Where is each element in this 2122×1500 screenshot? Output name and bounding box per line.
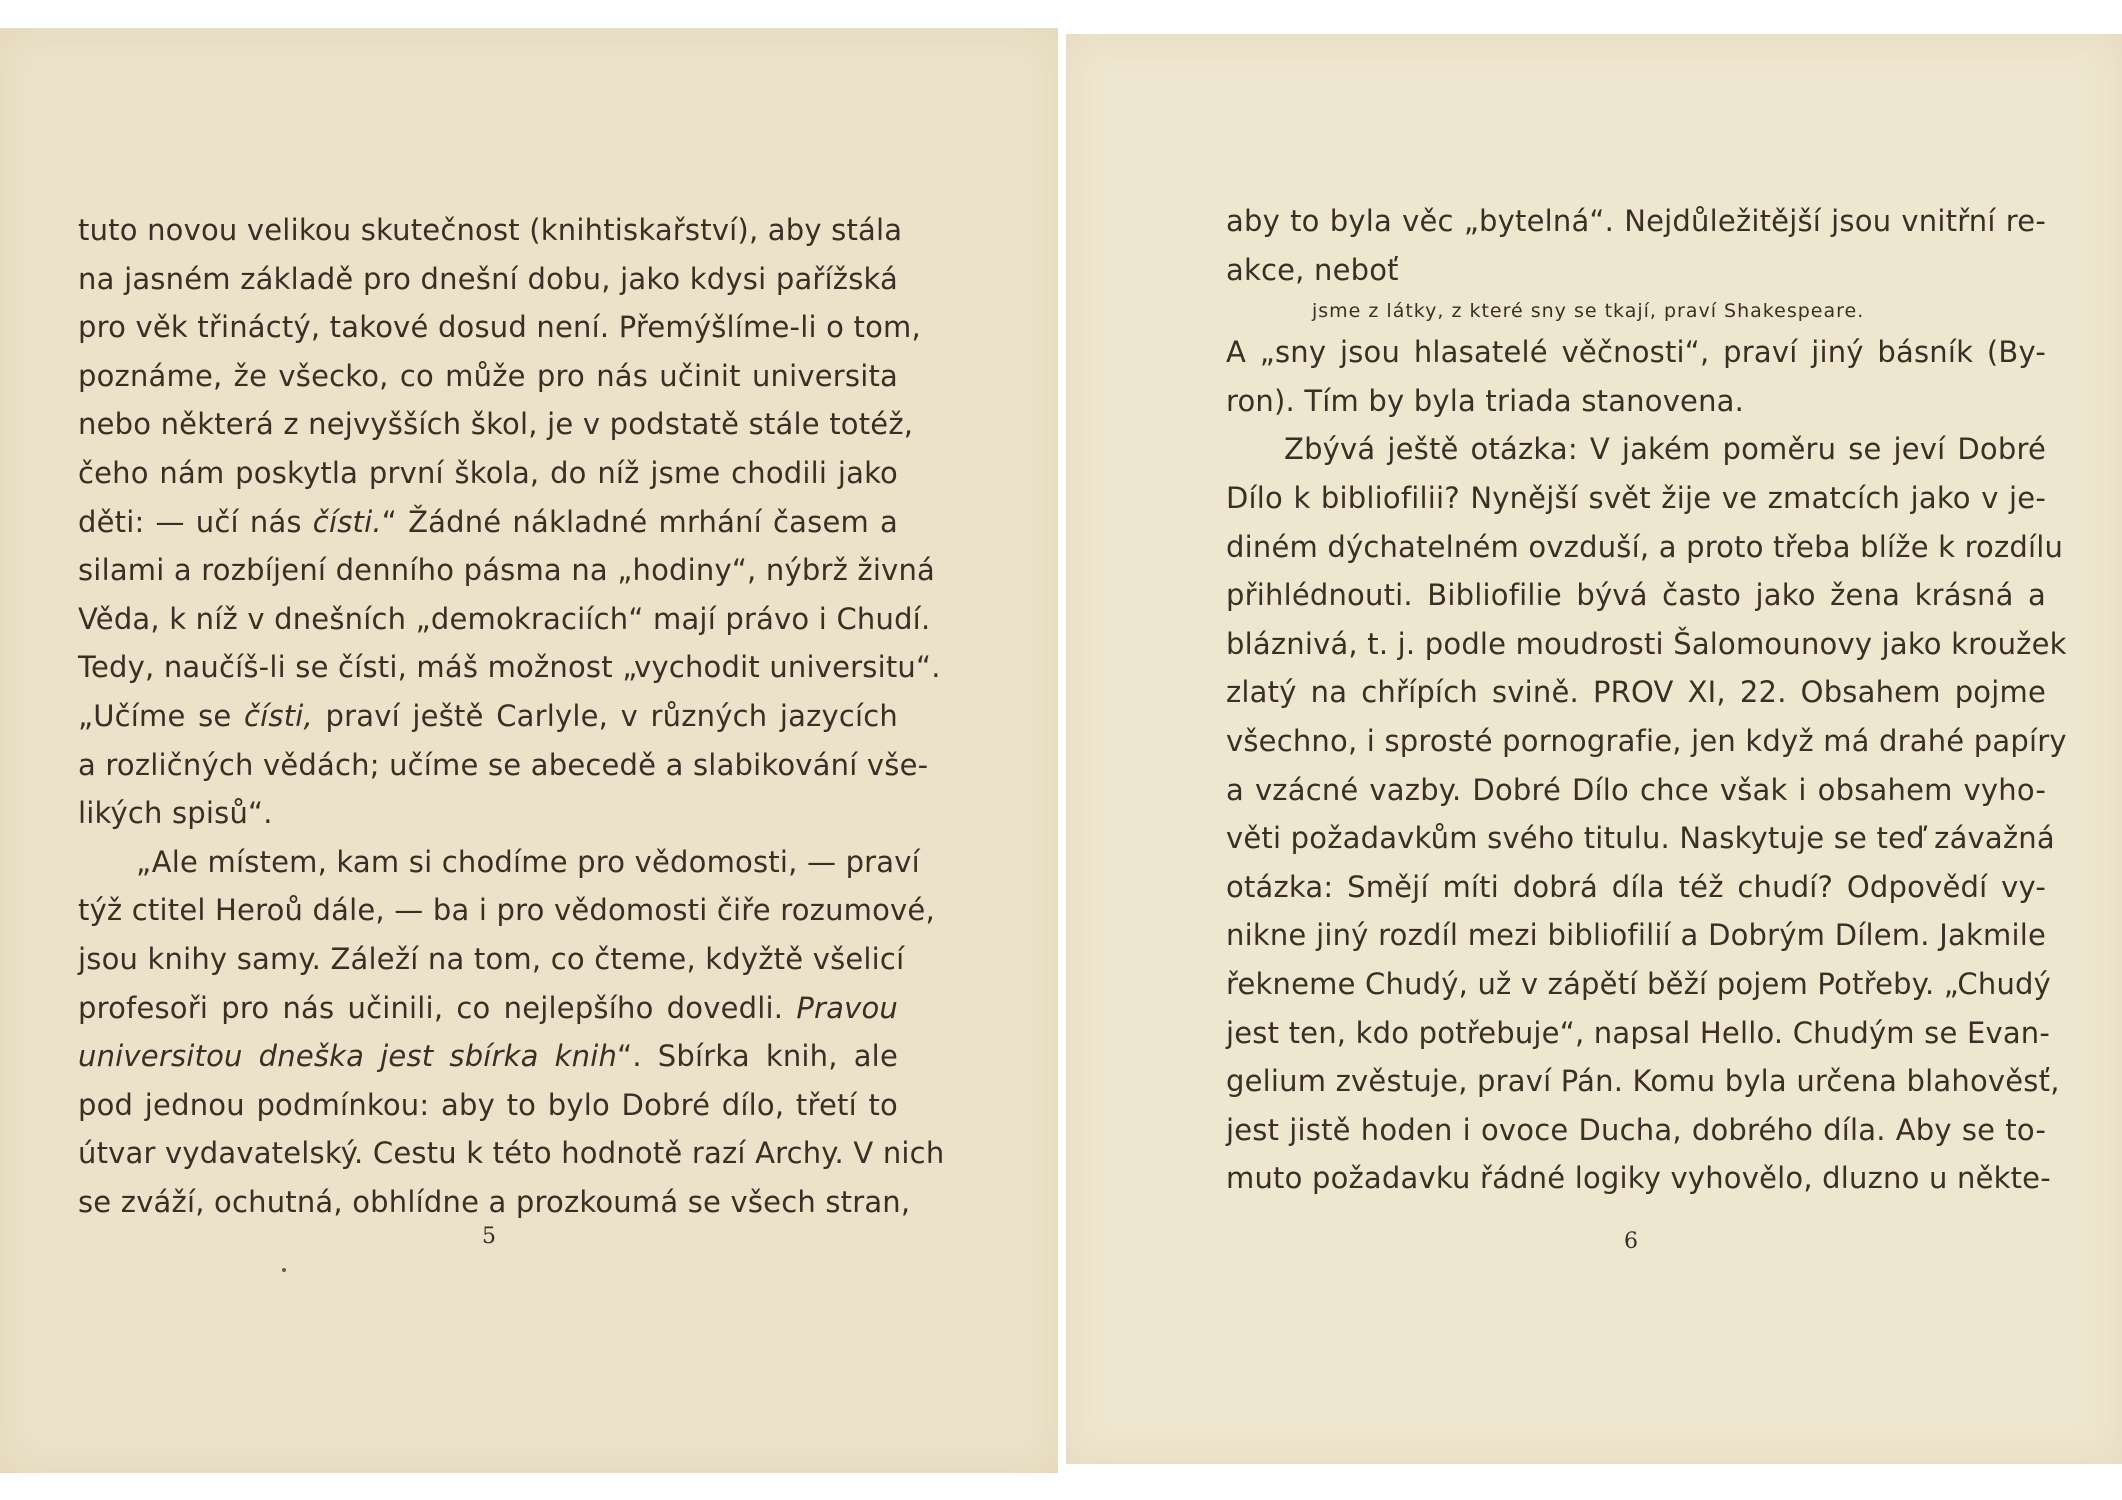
paper-speck [282,1268,286,1272]
left-page-text [78,206,945,1226]
text-line: a vzácné vazby. Dobré Dílo chce však i obsahem vyho- [1226,772,2046,807]
text-line: Zbývá ještě otázka: V jakém poměru se jeví Dobré [1284,432,2046,467]
text-line: a rozličných vědách; učíme se abecedě a slabikování vše- [78,747,929,782]
italic-text: čísti, [244,698,313,733]
text-line: silami a rozbíjení denního pásma na „hodiny“, nýbrž živná [78,553,936,588]
text-line: Věda, k níž v dnešních „demokraciích“ mají právo i Chudí. [78,601,931,636]
italic-text: Pravou [796,990,899,1025]
text-line: jsou knihy samy. Záleží na tom, co čteme, kdyžtě všelicí [78,941,905,976]
text-segment: profesoři pro nás učinili, co nejlepšího dovedli. [78,990,784,1025]
text-line: týž ctitel Heroů dále, — ba i pro vědomosti čiře rozumové, [78,893,935,928]
text-line: zlatý na chřípích svině. PROV XI, 22. Obsahem pojme [1226,675,2046,710]
text-line: na jasném základě pro dnešní dobu, jako kdysi pařížská [78,261,898,296]
text-line: útvar vydavatelský. Cestu k této hodnotě razí Archy. V nich [78,1136,945,1171]
text-line: všechno, i sprosté pornografie, jen když má drahé papíry [1226,723,2067,758]
italic-text: čísti. [312,504,382,539]
text-segment: děti: — učí nás [78,504,302,539]
text-line: diném dýchatelném ovzduší, a proto třeba blíže k rozdílu [1226,529,2064,564]
quote-line: jsme z látky, z které sny se tkají, praví Shakespeare. [1312,300,1865,323]
text-line: akce, neboť [1226,252,1399,287]
text-line: nikne jiný rozdíl mezi bibliofilií a Dobrým Dílem. Jakmile [1226,918,2046,953]
text-line: likých spisů“. [78,796,273,831]
text-line: přihlédnouti. Bibliofilie bývá často jako žena krásná a [1226,578,2046,613]
text-line: se zváží, ochutná, obhlídne a prozkoumá se všech stran, [78,1184,911,1219]
text-line: bláznivá, t. j. podle moudrosti Šalomounovy jako kroužek [1226,626,2067,661]
text-line: poznáme, že všecko, co může pro nás učinit universita [78,358,898,393]
text-line: A „sny jsou hlasatelé věčnosti“, praví jiný básník (By- [1226,335,2046,370]
text-line: gelium zvěstuje, praví Pán. Komu byla určena blahověsť, [1226,1064,2060,1099]
text-line: čeho nám poskytla první škola, do níž jsme chodili jako [78,455,898,490]
text-line: tuto novou velikou skutečnost (knihtiskařství), aby stála [78,213,903,247]
text-line: věti požadavkům svého titulu. Naskytuje se teď závažná [1226,821,2055,856]
right-page-text [1226,197,2067,1203]
right-page [1066,34,2122,1464]
page-number: 6 [1624,1229,1638,1254]
left-page [0,28,1058,1473]
text-line: aby to byla věc „bytelná“. Nejdůležitější jsou vnitřní re- [1226,204,2046,238]
text-line: Dílo k bibliofilii? Nynější svět žije ve zmatcích jako v je- [1226,480,2046,515]
text-line [78,984,898,1033]
text-line: pro věk třináctý, takové dosud není. Přemýšlíme-li o tom, [78,310,921,345]
text-line: ron). Tím by byla triada stanovena. [1226,383,1745,418]
text-line [78,1032,898,1081]
text-line: „Ale místem, kam si chodíme pro vědomosti, — praví [136,844,920,879]
text-line [78,498,898,547]
text-line: jest jistě hoden i ovoce Ducha, dobrého díla. Aby se to- [1226,1112,2046,1147]
text-line [78,692,898,741]
text-line: otázka: Smějí míti dobrá díla též chudí? Odpovědí vy- [1226,869,2046,904]
text-segment: „Učíme se [78,698,232,733]
text-segment: “. Sbírka knih, ale [617,1039,898,1074]
italic-text: universitou dneška jest sbírka knih [78,1039,618,1074]
text-line: jest ten, kdo potřebuje“, napsal Hello. Chudým se Evan- [1226,1015,2051,1050]
text-line: Tedy, naučíš-li se čísti, máš možnost „vychodit universitu“. [78,650,941,685]
text-segment: praví ještě Carlyle, v různých jazycích [325,698,899,733]
page-number: 5 [482,1224,496,1249]
text-segment: “ Žádné nákladné mrhání časem a [381,504,898,539]
text-line: pod jednou podmínkou: aby to bylo Dobré dílo, třetí to [78,1087,898,1122]
text-line: nebo některá z nejvyšších škol, je v podstatě stále totéž, [78,407,914,442]
text-line: muto požadavku řádné logiky vyhovělo, dluzno u někte- [1226,1161,2051,1196]
text-line: řekneme Chudý, už v zápětí běží pojem Potřeby. „Chudý [1226,966,2052,1001]
